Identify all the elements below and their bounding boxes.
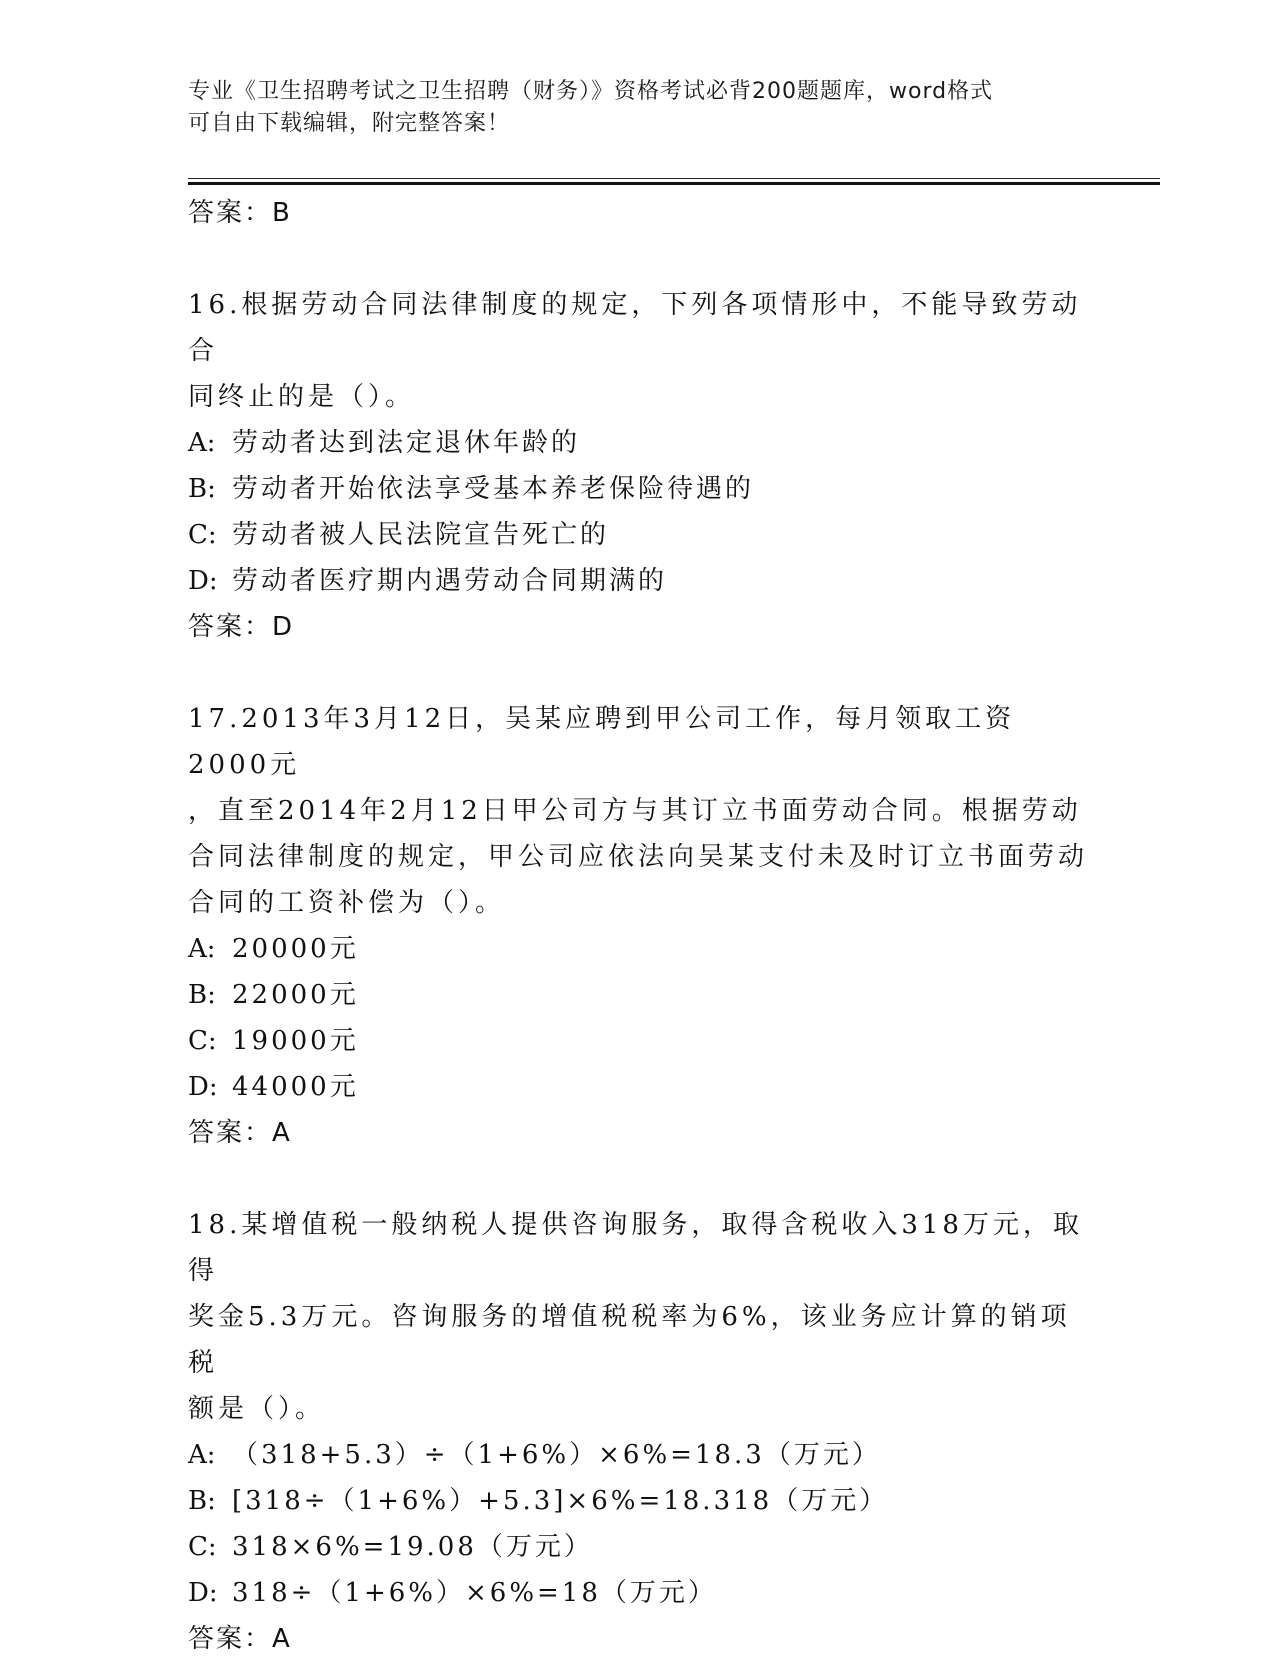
document-body: [188, 190, 1088, 1662]
question-stem-line: 额是（）。: [188, 1394, 326, 1424]
option-d: [188, 1570, 1088, 1616]
previous-answer: 答案：B: [188, 198, 292, 228]
option-letter: D:: [188, 1072, 218, 1102]
header-divider-thick: [188, 182, 1160, 185]
question-16: [188, 282, 1088, 650]
answer-line: 答案：A: [188, 1624, 292, 1654]
option-letter: A:: [188, 934, 216, 964]
option-b: [188, 1478, 1088, 1524]
question-stem-line: 奖金5.3万元。咨询服务的增值税税率为6%，该业务应计算的销项税: [188, 1302, 1071, 1378]
option-text: 劳动者达到法定退休年龄的: [232, 428, 581, 458]
option-c: [188, 512, 1088, 558]
option-b: [188, 466, 1088, 512]
question-stem-line: 17.2013年3月12日，吴某应聘到甲公司工作，每月领取工资2000元: [188, 704, 1016, 780]
spacer: [188, 236, 1088, 282]
question-stem-line: 同终止的是（）。: [188, 382, 416, 412]
option-c: [188, 1524, 1088, 1570]
option-d: [188, 558, 1088, 604]
question-stem-line: 合同法律制度的规定，甲公司应依法向吴某支付未及时订立书面劳动: [188, 842, 1089, 872]
option-text: [318÷（1+6%）+5.3]×6%=18.318（万元）: [232, 1486, 889, 1516]
option-letter: B:: [188, 474, 216, 504]
option-a: [188, 1432, 1088, 1478]
option-text: （318+5.3）÷（1+6%）×6%=18.3（万元）: [232, 1440, 881, 1470]
option-text: 劳动者被人民法院宣告死亡的: [232, 520, 610, 550]
option-letter: B:: [188, 1486, 216, 1516]
option-d: [188, 1064, 1088, 1110]
answer-line: 答案：A: [188, 1118, 292, 1148]
option-letter: C:: [188, 1026, 217, 1056]
spacer: [188, 650, 1088, 696]
option-letter: D:: [188, 566, 218, 596]
option-b: [188, 972, 1088, 1018]
option-a: [188, 926, 1088, 972]
answer-line: 答案：D: [188, 612, 295, 642]
option-a: [188, 420, 1088, 466]
option-c: [188, 1018, 1088, 1064]
option-text: 劳动者开始依法享受基本养老保险待遇的: [232, 474, 755, 504]
header-line-2: 可自由下载编辑，附完整答案！: [188, 111, 511, 136]
question-stem-line: 16.根据劳动合同法律制度的规定，下列各项情形中，不能导致劳动合: [188, 290, 1082, 366]
option-text: 44000元: [232, 1072, 359, 1102]
question-stem-line: 18.某增值税一般纳税人提供咨询服务，取得含税收入318万元，取得: [188, 1210, 1083, 1286]
header-line-1: 专业《卫生招聘考试之卫生招聘（财务）》资格考试必背200题题库，word格式: [188, 79, 994, 104]
page-header: [188, 76, 1088, 140]
option-letter: C:: [188, 1532, 217, 1562]
question-stem-line: ，直至2014年2月12日甲公司方与其订立书面劳动合同。根据劳动: [188, 796, 1082, 826]
option-letter: A:: [188, 1440, 216, 1470]
question-17: [188, 696, 1088, 1156]
option-text: 22000元: [232, 980, 359, 1010]
option-text: 318×6%=19.08（万元）: [232, 1532, 593, 1562]
option-letter: D:: [188, 1578, 218, 1608]
question-18: [188, 1202, 1088, 1662]
option-letter: C:: [188, 520, 217, 550]
header-divider-thin: [188, 178, 1160, 179]
option-text: 318÷（1+6%）×6%=18（万元）: [232, 1578, 717, 1608]
option-text: 劳动者医疗期内遇劳动合同期满的: [232, 566, 668, 596]
option-letter: B:: [188, 980, 216, 1010]
option-text: 20000元: [232, 934, 359, 964]
spacer: [188, 1156, 1088, 1202]
question-stem-line: 合同的工资补偿为（）。: [188, 888, 506, 918]
option-letter: A:: [188, 428, 216, 458]
option-text: 19000元: [232, 1026, 359, 1056]
